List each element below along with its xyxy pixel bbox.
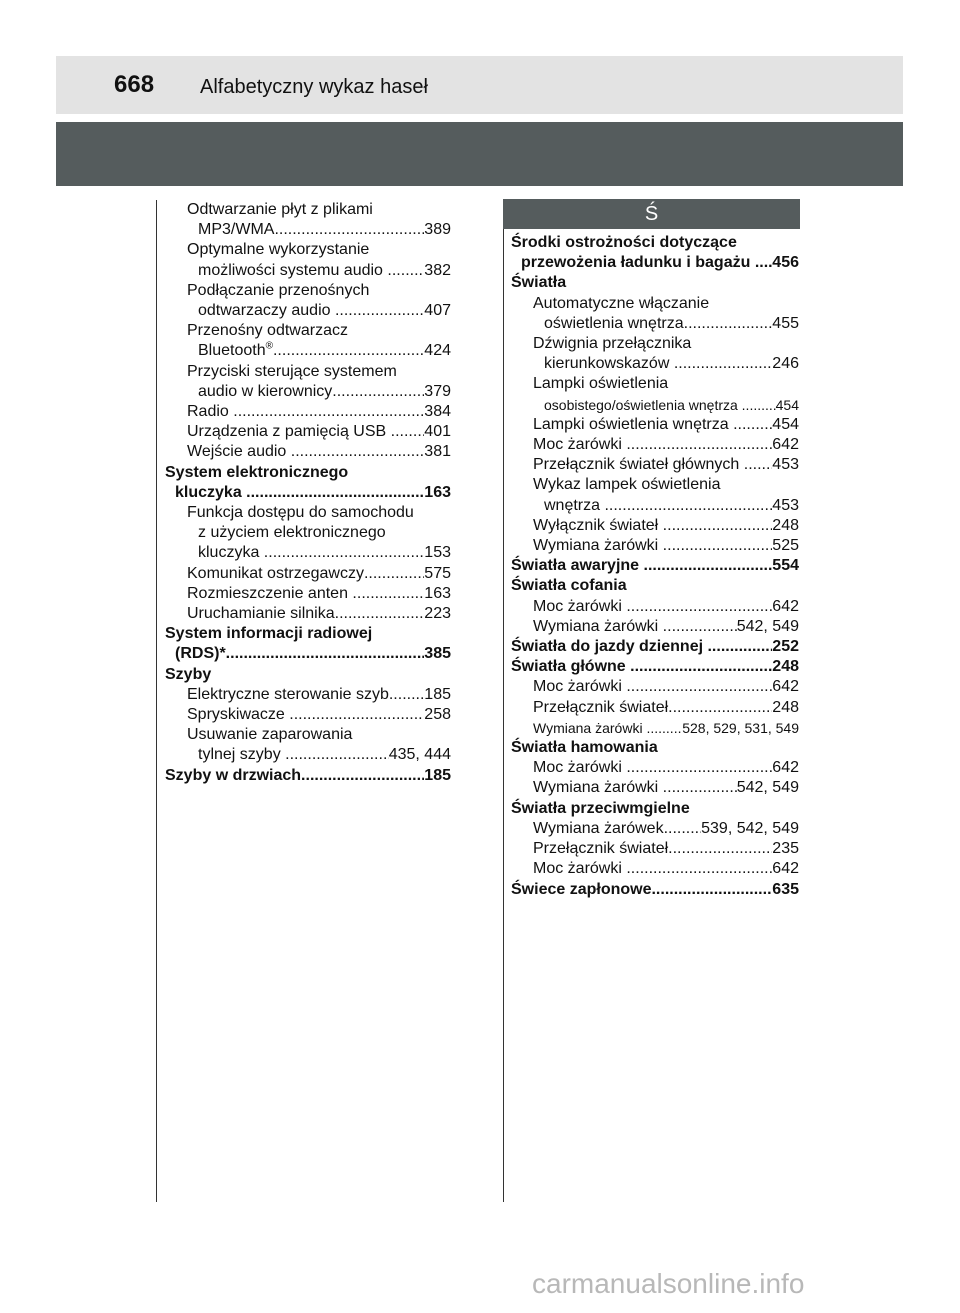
index-entry — [165, 685, 451, 705]
index-entry — [511, 758, 799, 778]
entry-page: 642 — [772, 436, 799, 454]
entry-text: Przenośny odtwarzacz — [187, 322, 348, 340]
entry-page: 542, 549 — [736, 779, 799, 797]
entry-text: Światła awaryjne — [511, 557, 644, 575]
entry-text: Bluetooth® — [198, 341, 273, 360]
dot-leader — [663, 516, 773, 536]
index-entry — [165, 766, 451, 786]
index-entry — [165, 240, 451, 260]
entry-page: 385 — [424, 645, 451, 663]
dot-leader — [274, 220, 424, 240]
index-entry — [511, 496, 799, 516]
entry-text: Lampki oświetlenia wnętrza — [533, 415, 734, 433]
entry-page: 389 — [424, 221, 451, 239]
dot-leader — [233, 402, 424, 422]
index-entry — [511, 374, 799, 394]
entry-superscript: ® — [265, 341, 273, 353]
index-entry — [511, 334, 799, 354]
index-entry — [511, 880, 799, 900]
entry-text: Podłączanie przenośnych — [187, 281, 370, 299]
index-entry — [511, 253, 799, 273]
index-entry — [511, 233, 799, 253]
entry-page: 248 — [772, 658, 799, 676]
index-column-right — [511, 233, 799, 900]
index-entry — [165, 281, 451, 301]
entry-text: kierunkowskazów — [544, 355, 674, 373]
index-entry — [511, 435, 799, 455]
entry-page: 401 — [424, 423, 451, 441]
dot-leader — [663, 778, 737, 798]
watermark: carmanualsonline.info — [532, 1268, 805, 1299]
entry-page: 407 — [424, 302, 451, 320]
entry-text: Światła przeciwmgielne — [511, 799, 690, 817]
entry-page: 454 — [772, 415, 799, 433]
left-column-rule — [156, 200, 157, 1202]
index-entry — [511, 819, 799, 839]
entry-text: Wymiana żarówki — [533, 719, 647, 736]
index-entry — [165, 402, 451, 422]
entry-text: Moc żarówki — [533, 860, 627, 878]
index-entry — [165, 705, 451, 725]
dot-leader — [291, 442, 425, 462]
entry-text: Światła główne — [511, 658, 631, 676]
index-entry — [165, 523, 451, 543]
index-entry — [511, 576, 799, 596]
dot-leader — [626, 435, 772, 455]
entry-page: 248 — [772, 516, 799, 534]
index-entry — [511, 617, 799, 637]
dot-leader — [301, 766, 424, 786]
entry-page: 453 — [772, 456, 799, 474]
dot-leader — [289, 705, 424, 725]
page-number: 668 — [114, 71, 155, 98]
entry-page: 153 — [424, 544, 451, 562]
index-entry — [511, 556, 799, 576]
entry-page: 379 — [424, 382, 451, 400]
index-entry — [511, 657, 799, 677]
entry-text: Wykaz lampek oświetlenia — [533, 476, 721, 494]
index-entry — [165, 483, 451, 503]
entry-text: Światła — [511, 274, 567, 292]
index-entry — [165, 503, 451, 523]
entry-text: Radio — [187, 403, 234, 421]
dot-leader — [707, 637, 772, 657]
header-bar — [56, 56, 903, 114]
entry-text: MP3/WMA — [198, 221, 275, 239]
dot-leader — [733, 415, 772, 435]
entry-text: Moc żarówki — [533, 759, 627, 777]
entry-page: 454 — [775, 396, 799, 413]
dot-leader — [332, 382, 424, 402]
entry-page: 248 — [772, 698, 799, 716]
index-entry — [511, 799, 799, 819]
entry-text: Światła cofania — [511, 577, 627, 595]
dot-leader — [626, 758, 772, 778]
entry-page: 554 — [772, 557, 799, 575]
entry-page: 163 — [424, 483, 451, 501]
entry-text: kluczyka — [175, 483, 247, 501]
index-entry — [511, 637, 799, 657]
entry-text: z użyciem elektronicznego — [198, 524, 386, 542]
entry-page: 185 — [424, 685, 451, 703]
entry-text: Rozmieszczenie anten — [187, 584, 353, 602]
entry-text: kluczyka — [198, 544, 264, 562]
entry-text: odtwarzaczy audio — [198, 302, 335, 320]
dot-leader — [651, 880, 772, 900]
entry-page: 185 — [424, 766, 451, 784]
entry-text: Wymiana żarówek — [533, 819, 664, 837]
index-entry — [165, 745, 451, 765]
dot-leader — [630, 657, 772, 677]
entry-text: Wymiana żarówki — [533, 779, 663, 797]
dot-leader — [664, 819, 702, 839]
index-entry — [165, 624, 451, 644]
entry-text: Przełącznik świateł — [533, 840, 669, 858]
index-entry — [165, 422, 451, 442]
index-entry — [511, 597, 799, 617]
dot-leader — [668, 698, 772, 718]
entry-text: osobistego/oświetlenia wnętrza — [544, 396, 742, 413]
entry-page: 381 — [424, 443, 451, 461]
index-entry — [165, 564, 451, 584]
entry-text: Środki ostrożności dotyczące — [511, 234, 737, 251]
entry-page: 642 — [772, 759, 799, 777]
index-entry — [511, 455, 799, 475]
dot-leader — [684, 314, 773, 334]
dot-leader — [246, 483, 424, 503]
entry-text: System informacji radiowej — [165, 625, 373, 643]
entry-page: 252 — [772, 638, 799, 656]
entry-page: 435, 444 — [388, 746, 451, 764]
entry-text: System elektronicznego — [165, 463, 349, 481]
dot-leader — [674, 354, 772, 374]
dot-leader — [755, 253, 772, 273]
index-entry — [511, 294, 799, 314]
entry-text: Wymiana żarówki — [533, 537, 663, 555]
dot-leader — [391, 422, 425, 442]
index-entry — [511, 738, 799, 758]
entry-text: Szyby w drzwiach — [165, 766, 302, 784]
index-entry — [165, 362, 451, 382]
index-entry — [165, 442, 451, 462]
section-letter-heading: Ś — [503, 199, 800, 229]
index-column-left — [165, 200, 451, 786]
dot-leader — [364, 564, 424, 584]
index-entry — [165, 382, 451, 402]
entry-page: 258 — [424, 706, 451, 724]
entry-page: 542, 549 — [736, 617, 799, 635]
entry-text: przewożenia ładunku i bagażu — [521, 254, 755, 272]
dot-leader — [668, 839, 772, 859]
index-entry — [165, 200, 451, 220]
dot-leader — [352, 584, 424, 604]
entry-text: Dźwignia przełącznika — [533, 335, 692, 353]
index-entry — [511, 314, 799, 334]
entry-text: Światła do jazdy dziennej — [511, 638, 708, 656]
index-entry — [165, 463, 451, 483]
index-entry — [165, 220, 451, 240]
entry-page: 163 — [424, 584, 451, 602]
dot-leader — [226, 644, 425, 664]
entry-text: audio w kierownicy — [198, 382, 333, 400]
entry-page: 424 — [424, 342, 451, 360]
entry-text: Uruchamianie silnika — [187, 605, 335, 623]
dot-leader — [264, 543, 425, 563]
entry-page: 384 — [424, 403, 451, 421]
entry-text: Przyciski sterujące systemem — [187, 362, 397, 380]
index-entry — [511, 677, 799, 697]
dot-leader — [626, 677, 772, 697]
dot-leader — [663, 536, 773, 556]
index-entry — [165, 301, 451, 321]
entry-page: 456 — [772, 254, 799, 272]
index-entry — [511, 718, 799, 738]
index-entry — [165, 584, 451, 604]
entry-text: Światła hamowania — [511, 739, 658, 757]
index-entry — [511, 859, 799, 879]
entry-text: Wejście audio — [187, 443, 291, 461]
entry-page: 642 — [772, 597, 799, 615]
index-entry — [511, 354, 799, 374]
dot-leader — [744, 455, 773, 475]
entry-page: 453 — [772, 496, 799, 514]
index-entry — [511, 395, 799, 415]
index-entry — [511, 516, 799, 536]
page-title: Alfabetyczny wykaz haseł — [200, 76, 428, 98]
index-entry — [165, 725, 451, 745]
dot-leader — [626, 597, 772, 617]
entry-text: Wymiana żarówki — [533, 617, 663, 635]
entry-text: Przełącznik świateł głównych — [533, 456, 744, 474]
dot-leader — [387, 261, 424, 281]
dot-leader — [389, 685, 424, 705]
entry-text: Moc żarówki — [533, 597, 627, 615]
entry-text: możliwości systemu audio — [198, 261, 388, 279]
index-entry — [511, 536, 799, 556]
entry-page: 575 — [424, 564, 451, 582]
dot-leader — [626, 859, 772, 879]
entry-page: 539, 542, 549 — [701, 819, 799, 837]
dot-leader — [663, 617, 737, 637]
index-entry — [511, 839, 799, 859]
entry-page: 525 — [772, 537, 799, 555]
dot-leader — [604, 496, 772, 516]
index-entry — [511, 475, 799, 495]
entry-page: 635 — [772, 880, 799, 898]
entry-text: Komunikat ostrzegawczy — [187, 564, 364, 582]
index-entry — [165, 261, 451, 281]
dot-leader — [273, 341, 424, 361]
entry-text: Funkcja dostępu do samochodu — [187, 504, 414, 522]
entry-text: Szyby — [165, 665, 212, 683]
dot-leader — [335, 604, 425, 624]
entry-text: Świece zapłonowe — [511, 880, 652, 898]
dot-leader — [335, 301, 424, 321]
entry-text: Spryskiwacze — [187, 706, 290, 724]
entry-text: Moc żarówki — [533, 436, 627, 454]
dot-leader — [742, 395, 776, 415]
index-entry — [165, 644, 451, 664]
right-column-rule — [503, 200, 504, 1202]
entry-text: oświetlenia wnętrza — [544, 314, 684, 332]
entry-page: 382 — [424, 261, 451, 279]
entry-text: Odtwarzanie płyt z plikami — [187, 201, 373, 218]
dot-leader — [285, 745, 389, 765]
entry-text: Usuwanie zaparowania — [187, 726, 353, 744]
entry-text: Automatyczne włączanie — [533, 294, 710, 312]
entry-text: Przełącznik świateł — [533, 698, 669, 716]
entry-page: 223 — [424, 605, 451, 623]
header-band — [56, 122, 903, 186]
entry-text: wnętrza — [544, 496, 605, 514]
entry-page: 528, 529, 531, 549 — [682, 719, 799, 736]
index-entry — [165, 604, 451, 624]
entry-page: 455 — [772, 314, 799, 332]
index-entry — [511, 698, 799, 718]
entry-text: Elektryczne sterowanie szyb — [187, 685, 389, 703]
entry-page: 642 — [772, 860, 799, 878]
index-entry — [165, 321, 451, 341]
index-entry — [165, 543, 451, 563]
entry-text: Moc żarówki — [533, 678, 627, 696]
index-entry — [511, 273, 799, 293]
dot-leader — [644, 556, 773, 576]
dot-leader — [646, 718, 682, 738]
entry-text: Optymalne wykorzystanie — [187, 241, 370, 259]
entry-page: 235 — [772, 840, 799, 858]
entry-text: Lampki oświetlenia — [533, 375, 669, 393]
entry-page: 642 — [772, 678, 799, 696]
index-entry — [511, 415, 799, 435]
index-entry — [165, 341, 451, 361]
index-entry — [511, 778, 799, 798]
index-entry — [165, 665, 451, 685]
entry-text: Wyłącznik świateł — [533, 516, 663, 534]
entry-page: 246 — [772, 355, 799, 373]
entry-text: tylnej szyby — [198, 746, 286, 764]
entry-text: Urządzenia z pamięcią USB — [187, 423, 391, 441]
entry-text: (RDS)* — [175, 645, 226, 663]
